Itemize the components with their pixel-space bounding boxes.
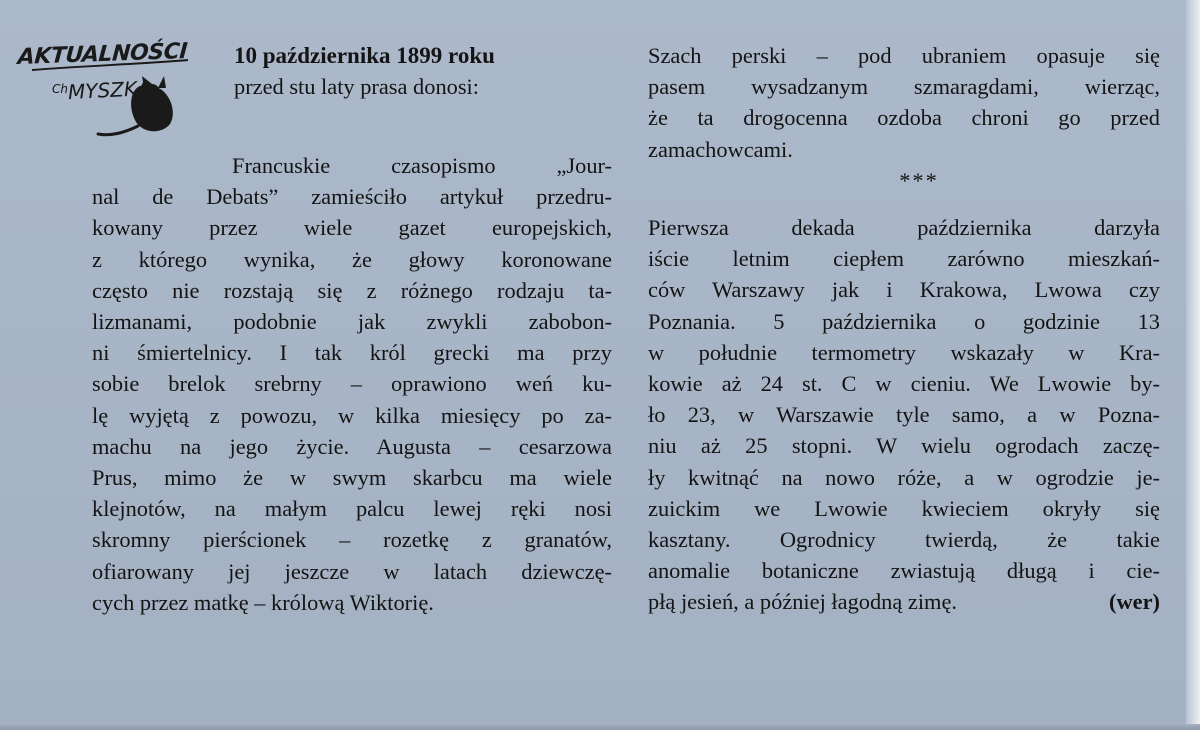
text-line: Poznania. 5 października o godzinie 13 (648, 308, 1160, 334)
author-signature: (wer) (1109, 589, 1160, 615)
text-line: cych przez matkę – królową Wiktorię. (92, 589, 434, 615)
text-line: ły kwitnąć na nowo róże, a w ogrodzie je- (648, 464, 1160, 490)
text-line: anomalie botaniczne zwiastują długą i cie- (648, 558, 1160, 584)
page-bottom-edge (0, 724, 1200, 730)
text-line: pasem wysadzanym szmaragdami, wierząc, (648, 74, 1160, 100)
text-line: kowany przez wiele gazet europejskich, (92, 215, 612, 241)
text-line: często nie rozstają się z różnego rodzaju ta- (92, 277, 612, 303)
text-line: lę wyjętą z powozu, w kilka miesięcy po za- (92, 402, 612, 428)
logo-prefix: Ch (52, 82, 68, 96)
text-line: Szach perski – pod ubraniem opasuje się (648, 43, 1160, 68)
text-line: że ta drogocenna ozdoba chroni go przed (648, 105, 1160, 131)
last-line (648, 586, 1160, 617)
text-line: ni śmiertelnicy. I tak król grecki ma przy (92, 340, 612, 366)
page-edge (1186, 0, 1200, 730)
text-line: niu aż 25 stopni. W wielu ogrodach zaczę- (648, 433, 1160, 459)
text-line: iście letnim ciepłem zarówno mieszkań- (648, 246, 1160, 272)
text-line: machu na jego życie. Augusta – cesarzowa (92, 433, 612, 459)
logo-title: AKTUALNOŚCI (16, 39, 188, 70)
text-line: ło 23, w Warszawie tyle samo, a w Pozna- (648, 402, 1160, 428)
text-line: zuickim we Lwowie kwieciem okryły się (648, 495, 1160, 521)
text-line: ofiarowany jej jeszcze w latach dziewczę- (92, 558, 612, 584)
text-line: kowie aż 24 st. C w cieniu. We Lwowie by- (648, 371, 1160, 397)
logo-subtitle: MYSZKA (67, 75, 152, 105)
text-line: w południe termometry wskazały w Kra- (648, 339, 1160, 365)
headline-date: 10 października 1899 roku (234, 43, 495, 68)
headline-sub: przed stu laty prasa donosi: (234, 74, 479, 100)
left-article (92, 150, 612, 618)
text-line: klejnotów, na małym palcu lewej ręki nosi (92, 496, 612, 522)
text-line: płą jesień, a później łagodną zimę. (648, 589, 957, 615)
text-line: skromny pierścionek – rozetkę z granatów, (92, 527, 612, 553)
right-article (648, 40, 1160, 618)
section-separator: *** (899, 167, 939, 193)
text-line: nal de Debats” zamieściło artykuł przedru- (92, 184, 612, 210)
text-line: Prus, mimo że w swym skarbcu ma wiele (92, 465, 612, 491)
text-line: sobie brelok srebrny – oprawiono weń ku- (92, 371, 612, 397)
text-line: Pierwsza dekada października darzyła (648, 215, 1160, 241)
left-headline (234, 40, 614, 102)
text-line: lizmanami, podobnie jak zwykli zabobon- (92, 309, 612, 335)
text-line: zamachowcami. (648, 136, 793, 162)
text-line: ców Warszawy jak i Krakowa, Lwowa czy (648, 277, 1160, 303)
column-logo (12, 38, 212, 148)
text-line: Francuskie czasopismo „Jour- (232, 153, 612, 178)
text-line: kasztany. Ogrodnicy twierdą, że takie (648, 527, 1160, 553)
text-line: z którego wynika, że głowy koronowane (92, 246, 612, 272)
